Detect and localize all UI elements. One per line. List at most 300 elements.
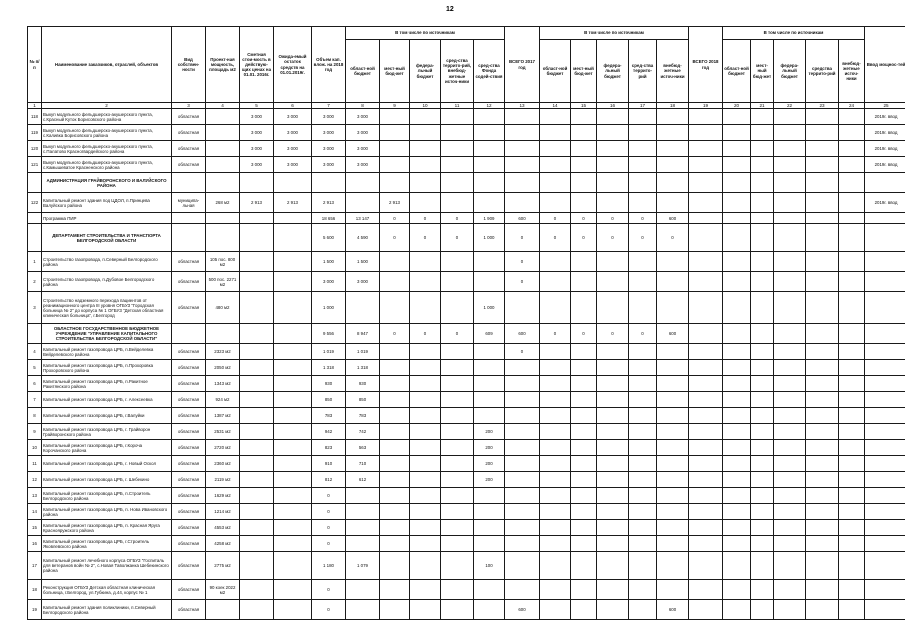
local-c-cell — [751, 125, 774, 141]
federal-cell — [410, 580, 441, 600]
regional-b-cell — [540, 580, 571, 600]
table-row — [28, 552, 905, 580]
regional-c-cell — [723, 580, 751, 600]
estimate-cell: 3 000 — [240, 157, 274, 173]
local-b-cell — [571, 472, 597, 488]
local-b-cell — [571, 344, 597, 360]
total-2017-cell — [505, 376, 540, 392]
regional-c-cell — [723, 600, 751, 620]
regional-c-cell — [723, 424, 751, 440]
regional-c-cell — [723, 324, 751, 344]
total-2017-cell — [505, 536, 540, 552]
extra-c-cell — [839, 193, 865, 213]
regional-cell: 8 947 — [346, 324, 380, 344]
fund-cell: 200 — [474, 440, 505, 456]
col-volume-header: Объем кап. влож. на 2018 год — [312, 27, 346, 103]
estimate-cell — [240, 456, 274, 472]
regional-c-cell — [723, 552, 751, 580]
federal-b-cell — [597, 600, 629, 620]
capacity-cell — [206, 224, 240, 252]
fund-cell: 100 — [474, 552, 505, 580]
commission-cell — [865, 392, 905, 408]
ownership-cell: областная — [172, 141, 206, 157]
capacity-cell: 924 м2 — [206, 392, 240, 408]
estimate-cell — [240, 324, 274, 344]
extra-c-cell — [839, 424, 865, 440]
regional-c-cell — [723, 440, 751, 456]
total-2017-cell — [505, 424, 540, 440]
total-2018-cell — [689, 472, 723, 488]
fund-cell — [474, 600, 505, 620]
total-2017-cell — [505, 488, 540, 504]
total-2018-cell — [689, 109, 723, 125]
volume-cell: 18 656 — [312, 213, 346, 224]
territorial-cell — [441, 109, 474, 125]
object-name: Строительство надземного перехода пациентов от реанимационного центра III уровня ОГБУЗ "Городская больница № 2" до корпуса № 1 ОГБУЗ "Детская областная клиническая больница", г.Белгород — [42, 292, 172, 324]
total-2017-cell — [505, 408, 540, 424]
local-b-cell — [571, 488, 597, 504]
territorial-cell — [441, 552, 474, 580]
ownership-cell — [172, 213, 206, 224]
total-2017-cell — [505, 456, 540, 472]
extra-c-cell — [839, 520, 865, 536]
territorial-c-cell — [806, 252, 839, 272]
local-cell — [380, 440, 410, 456]
capacity-cell: 1387 м2 — [206, 408, 240, 424]
regional-b-cell — [540, 504, 571, 520]
regional-b-cell — [540, 173, 571, 193]
extra-c-cell — [839, 580, 865, 600]
estimate-cell — [240, 173, 274, 193]
total-2017-cell — [505, 580, 540, 600]
regional-c-cell — [723, 224, 751, 252]
total-2017-cell — [505, 472, 540, 488]
ownership-cell: областная — [172, 344, 206, 360]
territorial-c-cell — [806, 360, 839, 376]
capacity-cell: 4258 м2 — [206, 536, 240, 552]
commission-cell — [865, 552, 905, 580]
territorial-b-cell — [629, 440, 657, 456]
remaining-cell — [274, 272, 312, 292]
capacity-cell: 2775 м2 — [206, 552, 240, 580]
total-2017-cell: 0 — [505, 272, 540, 292]
object-name: Капитальный ремонт газопровода ЦРБ, г.Короча Корочанского района — [42, 440, 172, 456]
volume-cell: 5 600 — [312, 224, 346, 252]
capacity-cell: 1343 м2 — [206, 376, 240, 392]
local-c-cell — [751, 157, 774, 173]
total-2018-cell — [689, 292, 723, 324]
regional-cell: 4 590 — [346, 224, 380, 252]
territorial-b-cell — [629, 344, 657, 360]
territorial-c-cell — [806, 125, 839, 141]
federal-cell — [410, 552, 441, 580]
ownership-cell: областная — [172, 472, 206, 488]
local-c-cell — [751, 173, 774, 193]
row-number: 8 — [28, 408, 42, 424]
fund-cell — [474, 109, 505, 125]
commission-cell: 2019г. ввод — [865, 109, 905, 125]
total-2017-cell: 0 — [505, 252, 540, 272]
territorial-cell — [441, 424, 474, 440]
territorial-cell: 0 — [441, 224, 474, 252]
section-row — [28, 173, 905, 193]
total-2018-cell — [689, 600, 723, 620]
column-number: 15 — [571, 103, 597, 109]
object-name: Капитальный ремонт лечебного корпуса ОГБУЗ "Госпиталь для ветеранов войн № 2", с.Новая Таволжанка Шебекинского района — [42, 552, 172, 580]
row-number — [28, 324, 42, 344]
commission-cell — [865, 324, 905, 344]
remaining-cell: 3 000 — [274, 125, 312, 141]
federal-cell — [410, 125, 441, 141]
object-name: Капитальный ремонт газопровода ЦРБ, п. Красная Яруга Краснояружского района — [42, 520, 172, 536]
capacity-cell: 1629 м2 — [206, 488, 240, 504]
volume-cell: 1 318 — [312, 360, 346, 376]
regional-cell — [346, 536, 380, 552]
capacity-cell: 480 м2 — [206, 292, 240, 324]
federal-b-cell — [597, 424, 629, 440]
extra-c-cell — [839, 472, 865, 488]
volume-cell: 3 000 — [312, 157, 346, 173]
local-cell — [380, 600, 410, 620]
ownership-cell: областная — [172, 552, 206, 580]
regional-b-cell — [540, 392, 571, 408]
federal-c-cell — [774, 360, 806, 376]
estimate-cell — [240, 252, 274, 272]
territorial-b-cell: 0 — [629, 213, 657, 224]
extra-c-cell — [839, 552, 865, 580]
federal-cell — [410, 424, 441, 440]
extra-b-cell: 0 — [657, 224, 689, 252]
federal-c-cell — [774, 109, 806, 125]
regional-b-cell — [540, 376, 571, 392]
regional-c-cell — [723, 344, 751, 360]
ownership-cell: областная — [172, 580, 206, 600]
local-b-cell — [571, 193, 597, 213]
column-number: 17 — [629, 103, 657, 109]
local-c-cell — [751, 472, 774, 488]
col-federal-c-header: федера-льный бюджет — [774, 40, 806, 103]
estimate-cell — [240, 472, 274, 488]
territorial-c-cell — [806, 408, 839, 424]
extra-b-cell — [657, 472, 689, 488]
table-row — [28, 536, 905, 552]
table-row — [28, 109, 905, 125]
federal-b-cell — [597, 392, 629, 408]
extra-c-cell — [839, 344, 865, 360]
territorial-b-cell — [629, 408, 657, 424]
local-c-cell — [751, 272, 774, 292]
estimate-cell: 3 000 — [240, 109, 274, 125]
ownership-cell: областная — [172, 272, 206, 292]
extra-c-cell — [839, 456, 865, 472]
federal-b-cell — [597, 472, 629, 488]
local-b-cell — [571, 125, 597, 141]
col-ownership-header: Вид собствен-ности — [172, 27, 206, 103]
object-name: Строительство газопровода, п.Дубовое Белгородского района — [42, 272, 172, 292]
remaining-cell — [274, 488, 312, 504]
table-row — [28, 157, 905, 173]
fund-cell — [474, 272, 505, 292]
federal-c-cell — [774, 213, 806, 224]
col-federal-b-header: федера-льный бюджет — [597, 40, 629, 103]
estimate-cell — [240, 213, 274, 224]
regional-cell — [346, 488, 380, 504]
row-number: 18 — [28, 580, 42, 600]
table-body — [28, 109, 905, 620]
regional-b-cell: 0 — [540, 224, 571, 252]
territorial-cell — [441, 488, 474, 504]
extra-b-cell — [657, 292, 689, 324]
total-2018-cell — [689, 520, 723, 536]
local-cell — [380, 520, 410, 536]
commission-cell — [865, 224, 905, 252]
territorial-cell — [441, 504, 474, 520]
object-name: АДМИНИСТРАЦИЯ ГРАЙВОРОНСКОГО И ВАЛУЙСКОГО РАЙОНА — [42, 173, 172, 193]
regional-c-cell — [723, 141, 751, 157]
extra-c-cell — [839, 109, 865, 125]
ownership-cell: областная — [172, 408, 206, 424]
total-2018-cell — [689, 504, 723, 520]
remaining-cell — [274, 600, 312, 620]
extra-c-cell — [839, 157, 865, 173]
column-number: 12 — [474, 103, 505, 109]
extra-c-cell — [839, 504, 865, 520]
volume-cell: 9 556 — [312, 324, 346, 344]
object-name: Капитальный ремонт газопровода ЦРБ, п.Ракитное Ракитянского района — [42, 376, 172, 392]
volume-cell: 783 — [312, 408, 346, 424]
local-b-cell — [571, 272, 597, 292]
territorial-c-cell — [806, 552, 839, 580]
local-b-cell — [571, 157, 597, 173]
column-number: 16 — [597, 103, 629, 109]
row-number: 14 — [28, 504, 42, 520]
total-2018-cell — [689, 125, 723, 141]
commission-cell — [865, 424, 905, 440]
total-2018-cell — [689, 408, 723, 424]
local-b-cell — [571, 504, 597, 520]
column-number: 19 — [689, 103, 723, 109]
volume-cell: 1 000 — [312, 292, 346, 324]
regional-cell: 3 000 — [346, 125, 380, 141]
col-local-b-header: мест-ный бюд-жет — [571, 40, 597, 103]
column-number: 21 — [751, 103, 774, 109]
ownership-cell: областная — [172, 109, 206, 125]
regional-b-cell — [540, 488, 571, 504]
total-2017-cell — [505, 392, 540, 408]
federal-c-cell — [774, 344, 806, 360]
remaining-cell — [274, 504, 312, 520]
regional-cell: 3 000 — [346, 272, 380, 292]
local-cell — [380, 488, 410, 504]
row-number: 121 — [28, 157, 42, 173]
local-cell — [380, 272, 410, 292]
extra-b-cell — [657, 344, 689, 360]
regional-b-cell — [540, 408, 571, 424]
fund-cell — [474, 536, 505, 552]
territorial-cell — [441, 292, 474, 324]
extra-b-cell — [657, 157, 689, 173]
total-2017-cell — [505, 141, 540, 157]
federal-c-cell — [774, 193, 806, 213]
ownership-cell — [172, 224, 206, 252]
total-2018-cell — [689, 157, 723, 173]
federal-b-cell — [597, 344, 629, 360]
territorial-b-cell — [629, 600, 657, 620]
fund-cell — [474, 141, 505, 157]
total-2018-cell — [689, 488, 723, 504]
document-table-wrapper — [27, 26, 905, 620]
territorial-cell — [441, 360, 474, 376]
extra-c-cell — [839, 213, 865, 224]
federal-cell — [410, 193, 441, 213]
object-name: Капитальный ремонт газопровода ЦРБ, г.Валуйки — [42, 408, 172, 424]
local-cell — [380, 109, 410, 125]
total-2017-cell — [505, 520, 540, 536]
regional-cell: 783 — [346, 408, 380, 424]
ownership-cell: муниципа-льная — [172, 193, 206, 213]
fund-cell — [474, 252, 505, 272]
extra-c-cell — [839, 600, 865, 620]
column-number: 10 — [410, 103, 441, 109]
regional-b-cell — [540, 552, 571, 580]
fund-cell — [474, 193, 505, 213]
extra-c-cell — [839, 324, 865, 344]
estimate-cell — [240, 580, 274, 600]
section-row — [28, 224, 905, 252]
total-2018-cell — [689, 213, 723, 224]
row-number: 6 — [28, 376, 42, 392]
regional-c-cell — [723, 504, 751, 520]
local-b-cell — [571, 173, 597, 193]
territorial-b-cell — [629, 392, 657, 408]
local-cell — [380, 344, 410, 360]
row-number: 5 — [28, 360, 42, 376]
row-number — [28, 173, 42, 193]
regional-cell — [346, 504, 380, 520]
federal-c-cell — [774, 552, 806, 580]
fund-cell — [474, 125, 505, 141]
regional-c-cell — [723, 125, 751, 141]
local-b-cell — [571, 141, 597, 157]
regional-b-cell — [540, 472, 571, 488]
regional-cell — [346, 520, 380, 536]
regional-b-cell — [540, 344, 571, 360]
fund-cell — [474, 344, 505, 360]
territorial-cell — [441, 408, 474, 424]
local-b-cell: 0 — [571, 324, 597, 344]
commission-cell — [865, 408, 905, 424]
territorial-cell — [441, 173, 474, 193]
remaining-cell — [274, 392, 312, 408]
local-c-cell — [751, 552, 774, 580]
extra-c-cell — [839, 440, 865, 456]
federal-b-cell — [597, 408, 629, 424]
territorial-b-cell — [629, 488, 657, 504]
object-name: Выкуп модульного фельдшерско-акушерского пункта, с.Палатово Красногвардейского района — [42, 141, 172, 157]
ownership-cell: областная — [172, 376, 206, 392]
federal-c-cell — [774, 488, 806, 504]
table-row — [28, 292, 905, 324]
federal-b-cell — [597, 536, 629, 552]
local-c-cell — [751, 408, 774, 424]
column-number: 5 — [240, 103, 274, 109]
total-2017-cell: 0 — [505, 224, 540, 252]
federal-b-cell — [597, 125, 629, 141]
ownership-cell: областная — [172, 360, 206, 376]
extra-c-cell — [839, 141, 865, 157]
volume-cell: 0 — [312, 580, 346, 600]
regional-c-cell — [723, 252, 751, 272]
extra-b-cell — [657, 173, 689, 193]
ownership-cell: областная — [172, 520, 206, 536]
estimate-cell — [240, 600, 274, 620]
row-number: 19 — [28, 600, 42, 620]
territorial-c-cell — [806, 272, 839, 292]
federal-cell — [410, 157, 441, 173]
local-b-cell — [571, 109, 597, 125]
regional-cell — [346, 173, 380, 193]
federal-b-cell — [597, 376, 629, 392]
col-extra-b-header: внебюд-жетные источ-ники — [657, 40, 689, 103]
regional-b-cell: 0 — [540, 324, 571, 344]
commission-cell — [865, 213, 905, 224]
row-number: 9 — [28, 424, 42, 440]
federal-b-cell — [597, 456, 629, 472]
local-cell — [380, 408, 410, 424]
regional-cell: 1 318 — [346, 360, 380, 376]
col-federal-header: федера-льный бюджет — [410, 40, 441, 103]
federal-b-cell — [597, 157, 629, 173]
section-row — [28, 324, 905, 344]
row-number: 11 — [28, 456, 42, 472]
local-cell: 0 — [380, 324, 410, 344]
row-number: 13 — [28, 488, 42, 504]
object-name: ОБЛАСТНОЕ ГОСУДАРСТВЕННОЕ БЮДЖЕТНОЕ УЧРЕЖДЕНИЕ "УПРАВЛЕНИЕ КАПИТАЛЬНОГО СТРОИТЕЛЬСТВА БЕЛГОРОДСКОЙ ОБЛАСТИ" — [42, 324, 172, 344]
territorial-b-cell — [629, 272, 657, 292]
local-c-cell — [751, 109, 774, 125]
territorial-c-cell — [806, 536, 839, 552]
capacity-cell: 2119 м2 — [206, 472, 240, 488]
estimate-cell — [240, 376, 274, 392]
federal-cell — [410, 536, 441, 552]
local-c-cell — [751, 456, 774, 472]
volume-cell: 3 000 — [312, 125, 346, 141]
table-header — [28, 27, 905, 109]
table-row — [28, 392, 905, 408]
extra-b-cell — [657, 552, 689, 580]
territorial-b-cell — [629, 504, 657, 520]
federal-c-cell — [774, 324, 806, 344]
federal-cell — [410, 252, 441, 272]
investment-program-table — [27, 26, 905, 620]
capacity-cell: 105 пос. 800 м2 — [206, 252, 240, 272]
fund-cell — [474, 376, 505, 392]
territorial-cell — [441, 141, 474, 157]
row-number: 3 — [28, 292, 42, 324]
estimate-cell — [240, 440, 274, 456]
table-row — [28, 376, 905, 392]
regional-cell: 930 — [346, 376, 380, 392]
commission-cell — [865, 456, 905, 472]
capacity-cell: 90 коек 2022 м2 — [206, 580, 240, 600]
total-2018-cell — [689, 193, 723, 213]
territorial-b-cell — [629, 141, 657, 157]
commission-cell — [865, 376, 905, 392]
estimate-cell — [240, 488, 274, 504]
local-c-cell — [751, 141, 774, 157]
federal-c-cell — [774, 376, 806, 392]
local-cell — [380, 392, 410, 408]
